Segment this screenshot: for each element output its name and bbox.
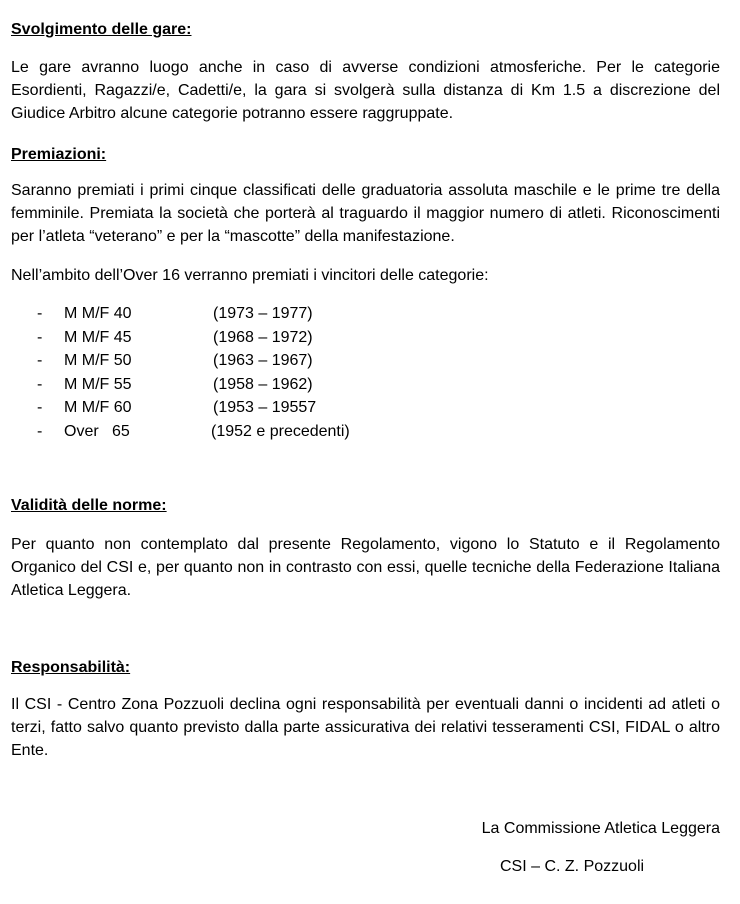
paragraph-premiazioni: Saranno premiati i primi cinque classificati delle graduatoria assoluta maschile e le prime tre della femminile. Premiata la società che porterà al traguardo il maggior numero di atleti. Riconoscimenti per l’atleta “veterano” e per la “mascotte” della manifestazione. — [11, 182, 720, 245]
list-dash: - — [37, 399, 43, 417]
category-years: (1973 – 1977) — [213, 305, 313, 322]
heading-validita: Validità delle norme: — [11, 497, 167, 514]
category-name: Over 65 — [64, 422, 130, 440]
categories-list — [0, 302, 740, 444]
signature-commission: La Commissione Atletica Leggera — [481, 820, 720, 837]
category-name: M M/F 60 — [64, 399, 132, 417]
category-years: (1958 – 1962) — [213, 375, 313, 393]
list-item — [0, 373, 740, 397]
heading-responsabilita: Responsabilità: — [11, 659, 131, 676]
category-name: M M/F 45 — [64, 328, 132, 346]
category-name: M M/F 55 — [64, 375, 132, 393]
paragraph-validita: Per quanto non contemplato dal presente Regolamento, vigono lo Statuto e il Regolamento Organico del CSI e, per quanto non in contrasto con essi, quelle tecniche della Federazione Italiana Atletica Leggera. — [11, 536, 720, 599]
list-dash: - — [37, 422, 43, 440]
list-item — [0, 326, 740, 350]
category-years: (1963 – 1967) — [213, 352, 313, 370]
paragraph-svolgimento: Le gare avranno luogo anche in caso di avverse condizioni atmosferiche. Per le categorie Esordienti, Ragazzi/e, Cadetti/e, la gara si svolgerà sulla distanza di Km 1.5 a discrezione del Giudice Arbitro alcune categorie potranno essere raggruppate. — [11, 59, 720, 122]
paragraph-over16: Nell’ambito dell’Over 16 verranno premiati i vincitori delle categorie: — [11, 267, 489, 284]
category-years: (1968 – 1972) — [213, 328, 313, 346]
list-dash: - — [37, 305, 43, 322]
list-dash: - — [37, 328, 43, 346]
list-dash: - — [37, 375, 43, 393]
category-name: M M/F 50 — [64, 352, 132, 370]
list-dash: - — [37, 352, 43, 370]
list-item — [0, 302, 740, 326]
category-years: (1953 – 19557 — [213, 399, 317, 417]
category-years: (1952 e precedenti) — [211, 422, 350, 440]
list-item — [0, 396, 740, 420]
list-item — [0, 420, 740, 444]
signature-org: CSI – C. Z. Pozzuoli — [500, 858, 645, 875]
paragraph-responsabilita: Il CSI - Centro Zona Pozzuoli declina ogni responsabilità per eventuali danni o incidenti ad atleti o terzi, fatto salvo quanto previsto dalla parte assicurativa dei relativi tesseramenti CSI, FIDAL o altro Ente. — [11, 696, 720, 759]
list-item — [0, 349, 740, 373]
heading-premiazioni: Premiazioni: — [11, 146, 107, 163]
heading-svolgimento: Svolgimento delle gare: — [11, 21, 192, 38]
category-name: M M/F 40 — [64, 305, 132, 322]
